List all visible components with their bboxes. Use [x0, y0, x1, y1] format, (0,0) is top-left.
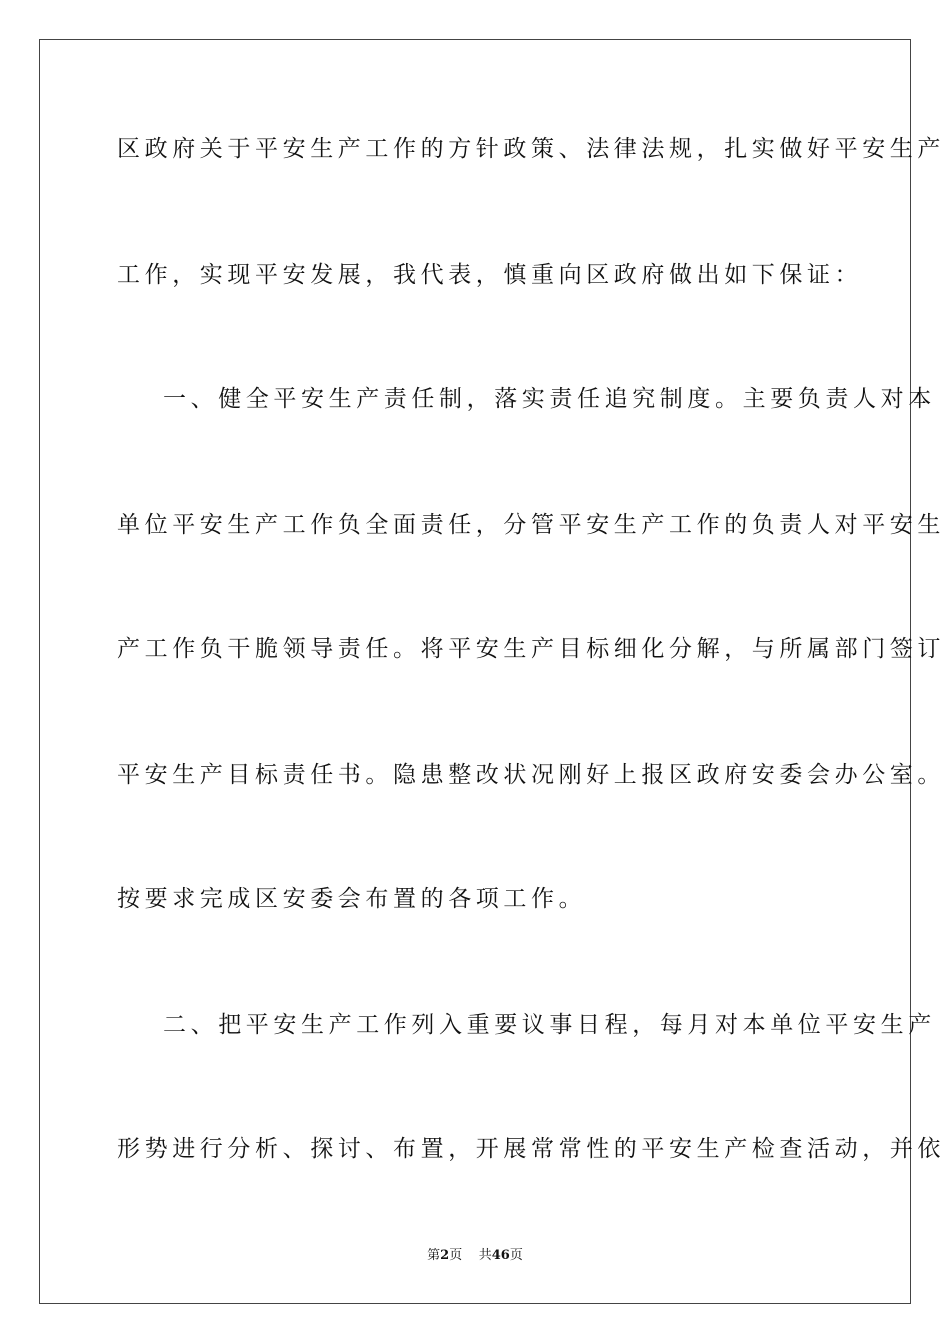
- paragraph-1-first-line: 一、健全平安生产责任制，落实责任追究制度。主要负责人对本: [163, 386, 936, 412]
- footer-total-prefix: 共: [478, 1248, 492, 1263]
- text-line-6: 平安生产目标责任书。隐患整改状况刚好上报区政府安委会办公室。: [117, 762, 945, 788]
- text-line-5: 产工作负干脆领导责任。将平安生产目标细化分解，与所属部门签订: [117, 636, 945, 662]
- page-footer: [0, 1247, 950, 1265]
- footer-page-suffix: 页: [449, 1248, 463, 1263]
- text-line-1: 区政府关于平安生产工作的方针政策、法律法规，扎实做好平安生产: [117, 136, 945, 162]
- footer-total-suffix: 页: [509, 1248, 523, 1263]
- footer-total-pages: 46: [491, 1248, 510, 1263]
- text-line-4: 单位平安生产工作负全面责任，分管平安生产工作的负责人对平安生: [117, 512, 945, 538]
- footer-page-prefix: 第: [427, 1248, 441, 1263]
- paragraph-2-first-line: 二、把平安生产工作列入重要议事日程，每月对本单位平安生产: [163, 1012, 936, 1038]
- page-frame: [39, 39, 945, 1304]
- text-line-9: 形势进行分析、探讨、布置，开展常常性的平安生产检查活动，并依: [117, 1136, 945, 1162]
- text-line-2: 工作，实现平安发展，我代表，慎重向区政府做出如下保证：: [117, 262, 863, 288]
- text-line-7: 按要求完成区安委会布置的各项工作。: [117, 886, 587, 912]
- footer-page-number: 2: [440, 1248, 450, 1263]
